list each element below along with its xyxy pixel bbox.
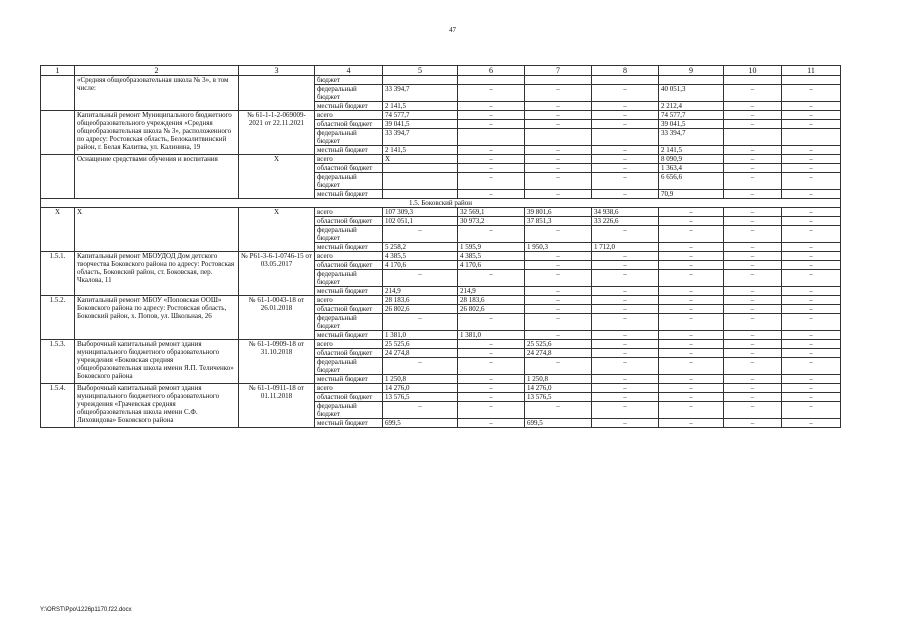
funding-source-cell: местный бюджет <box>315 102 383 111</box>
amount-cell: – <box>782 384 841 393</box>
amount-cell: – <box>592 393 659 402</box>
amount-cell: – <box>592 102 659 111</box>
amount-cell: – <box>458 419 525 428</box>
amount-cell: – <box>592 164 659 173</box>
amount-cell: Х <box>383 155 458 164</box>
amount-cell: 24 274,8 <box>383 349 458 358</box>
object-name-cell: Капитальный ремонт МБОУ «Поповская ООШ» Боковского района по адресу: Ростовская область, Боковский район, х. Попов, ул. Школьная, 26 <box>75 296 239 340</box>
object-name-cell: Капитальный ремонт МБОУДОД Дом детского творчества Боковского района по адресу: Ростовская область, Боковский район, ст. Боковская, пер. Чкалова, 11 <box>75 252 239 296</box>
amount-cell: – <box>659 402 724 419</box>
row-number-cell <box>41 76 75 111</box>
amount-cell: – <box>782 287 841 296</box>
amount-cell: – <box>782 243 841 252</box>
amount-cell: 33 394,7 <box>383 129 458 146</box>
amount-cell: – <box>782 314 841 331</box>
amount-cell: 74 577,7 <box>383 111 458 120</box>
amount-cell: – <box>724 393 782 402</box>
funding-source-cell: всего <box>315 296 383 305</box>
amount-cell: – <box>458 155 525 164</box>
amount-cell: – <box>592 305 659 314</box>
amount-cell <box>383 76 458 85</box>
col-header-7: 7 <box>525 66 592 76</box>
amount-cell: – <box>592 173 659 190</box>
amount-cell: – <box>724 155 782 164</box>
object-name-cell: Выборочный капитальный ремонт здания муниципального бюджетного образовательного учреждения «Грачевская средняя общеобразовательная школа имени С.Ф. Лиховидова» Боковского района <box>75 384 239 428</box>
amount-cell: – <box>659 270 724 287</box>
amount-cell: 1 363,4 <box>659 164 724 173</box>
amount-cell: – <box>592 384 659 393</box>
amount-cell: – <box>724 164 782 173</box>
amount-cell: – <box>782 120 841 129</box>
amount-cell: – <box>592 190 659 199</box>
amount-cell: – <box>525 164 592 173</box>
amount-cell: 2 212,4 <box>659 102 724 111</box>
amount-cell: – <box>458 402 525 419</box>
amount-cell: – <box>525 120 592 129</box>
amount-cell: – <box>592 340 659 349</box>
funding-source-cell: федеральный бюджет <box>315 85 383 102</box>
table-row <box>41 384 841 393</box>
amount-cell <box>659 76 724 85</box>
amount-cell: – <box>724 358 782 375</box>
amount-cell: – <box>782 358 841 375</box>
row-number-cell: Х <box>41 208 75 252</box>
document-number-cell <box>239 76 315 111</box>
amount-cell: – <box>592 358 659 375</box>
funding-source-cell: областной бюджет <box>315 261 383 270</box>
funding-source-cell: местный бюджет <box>315 146 383 155</box>
amount-cell: – <box>782 296 841 305</box>
amount-cell: 30 973,2 <box>458 217 525 226</box>
amount-cell: 4 385,5 <box>458 252 525 261</box>
amount-cell: 699,5 <box>383 419 458 428</box>
amount-cell: 39 041,5 <box>659 120 724 129</box>
amount-cell: – <box>525 331 592 340</box>
amount-cell: – <box>525 85 592 102</box>
amount-cell: – <box>458 85 525 102</box>
col-header-2: 2 <box>75 66 239 76</box>
amount-cell: – <box>592 85 659 102</box>
table-row <box>41 252 841 261</box>
amount-cell: – <box>782 252 841 261</box>
document-number-cell: № 61-1-0909-18 от 31.10.2018 <box>239 340 315 384</box>
amount-cell: 1 381,0 <box>383 331 458 340</box>
amount-cell: 6 656,6 <box>659 173 724 190</box>
funding-source-cell: областной бюджет <box>315 120 383 129</box>
amount-cell: – <box>724 243 782 252</box>
amount-cell: – <box>782 102 841 111</box>
col-header-1: 1 <box>41 66 75 76</box>
amount-cell: 74 577,7 <box>659 111 724 120</box>
amount-cell: – <box>659 287 724 296</box>
amount-cell: – <box>592 349 659 358</box>
amount-cell: – <box>782 85 841 102</box>
amount-cell: – <box>592 331 659 340</box>
amount-cell: – <box>458 393 525 402</box>
col-header-9: 9 <box>659 66 724 76</box>
amount-cell: – <box>659 261 724 270</box>
amount-cell: – <box>782 349 841 358</box>
object-name-cell: Выборочный капитальный ремонт здания муниципального бюджетного образовательного учреждения «Боковская средняя общеобразовательная школа имени Я.П. Теличенко» Боковского района <box>75 340 239 384</box>
amount-cell: – <box>525 287 592 296</box>
object-name-cell: Оснащение средствами обучения и воспитания <box>75 155 239 199</box>
amount-cell: 37 851,3 <box>525 217 592 226</box>
amount-cell: – <box>383 358 458 375</box>
table-row <box>41 76 841 85</box>
object-name-cell: «Средняя общеобразовательная школа № 3», в том числе: <box>75 76 239 111</box>
amount-cell: – <box>782 305 841 314</box>
amount-cell: – <box>383 314 458 331</box>
amount-cell: 33 394,7 <box>383 85 458 102</box>
col-header-4: 4 <box>315 66 383 76</box>
amount-cell: 26 802,6 <box>458 305 525 314</box>
funding-source-cell: федеральный бюджет <box>315 129 383 146</box>
file-path-footer: Y:\ORST\Ppo\1226p1170.f22.docx <box>40 607 132 613</box>
funding-source-cell: областной бюджет <box>315 217 383 226</box>
amount-cell: – <box>592 270 659 287</box>
funding-source-cell: федеральный бюджет <box>315 358 383 375</box>
amount-cell: 2 141,5 <box>383 102 458 111</box>
amount-cell <box>782 76 841 85</box>
amount-cell: – <box>659 217 724 226</box>
object-name-cell: Капитальный ремонт Муниципального бюджетного общеобразовательного учреждения «Средняя общеобразовательная школа № 3», расположенного по адресу: Ростовская область, Белокалитвинский район, г. Белая Калитва, ул. Калинина, 19 <box>75 111 239 155</box>
amount-cell: 5 258,2 <box>383 243 458 252</box>
amount-cell: – <box>659 305 724 314</box>
amount-cell: – <box>458 314 525 331</box>
amount-cell: – <box>782 331 841 340</box>
amount-cell: – <box>782 111 841 120</box>
amount-cell: – <box>592 314 659 331</box>
amount-cell: – <box>525 173 592 190</box>
amount-cell: – <box>659 243 724 252</box>
table-row <box>41 111 841 120</box>
amount-cell: – <box>724 120 782 129</box>
amount-cell: – <box>724 375 782 384</box>
amount-cell: 1 250,8 <box>525 375 592 384</box>
page-number: 47 <box>449 26 456 34</box>
amount-cell: – <box>525 296 592 305</box>
amount-cell: – <box>592 261 659 270</box>
amount-cell: – <box>724 252 782 261</box>
funding-source-cell: областной бюджет <box>315 349 383 358</box>
funding-source-cell: федеральный бюджет <box>315 314 383 331</box>
amount-cell: – <box>782 190 841 199</box>
col-header-6: 6 <box>458 66 525 76</box>
amount-cell: – <box>458 270 525 287</box>
amount-cell: 102 051,1 <box>383 217 458 226</box>
amount-cell: – <box>458 384 525 393</box>
amount-cell: – <box>525 146 592 155</box>
document-number-cell: Х <box>239 155 315 199</box>
amount-cell: – <box>525 358 592 375</box>
amount-cell: 33 394,7 <box>659 129 724 146</box>
funding-source-cell: всего <box>315 111 383 120</box>
col-header-3: 3 <box>239 66 315 76</box>
amount-cell: – <box>592 252 659 261</box>
row-number-cell: 1.5.4. <box>41 384 75 428</box>
funding-source-cell: всего <box>315 384 383 393</box>
amount-cell: – <box>458 190 525 199</box>
amount-cell <box>458 129 525 146</box>
amount-cell: – <box>724 190 782 199</box>
amount-cell: – <box>458 226 525 243</box>
amount-cell: – <box>592 287 659 296</box>
budget-table <box>40 65 841 428</box>
amount-cell: – <box>724 296 782 305</box>
amount-cell <box>525 129 592 146</box>
amount-cell: 2 141,5 <box>383 146 458 155</box>
funding-source-cell: местный бюджет <box>315 331 383 340</box>
amount-cell: – <box>592 375 659 384</box>
amount-cell: – <box>525 190 592 199</box>
amount-cell: – <box>724 419 782 428</box>
amount-cell: – <box>592 120 659 129</box>
funding-source-cell: федеральный бюджет <box>315 270 383 287</box>
funding-source-cell: областной бюджет <box>315 305 383 314</box>
funding-source-cell: всего <box>315 340 383 349</box>
amount-cell: 13 576,5 <box>525 393 592 402</box>
amount-cell: – <box>782 208 841 217</box>
amount-cell: – <box>659 358 724 375</box>
amount-cell: – <box>724 270 782 287</box>
amount-cell: 4 385,5 <box>383 252 458 261</box>
table-row <box>41 340 841 349</box>
header-row <box>41 66 841 76</box>
funding-source-cell: федеральный бюджет <box>315 226 383 243</box>
amount-cell: 1 381,0 <box>458 331 525 340</box>
funding-source-cell: местный бюджет <box>315 190 383 199</box>
amount-cell: – <box>458 111 525 120</box>
amount-cell <box>525 76 592 85</box>
funding-source-cell: местный бюджет <box>315 287 383 296</box>
amount-cell: – <box>458 349 525 358</box>
amount-cell: – <box>383 226 458 243</box>
amount-cell: – <box>592 146 659 155</box>
amount-cell: – <box>525 402 592 419</box>
funding-source-cell: всего <box>315 252 383 261</box>
amount-cell: – <box>782 164 841 173</box>
amount-cell: – <box>592 402 659 419</box>
table-row <box>41 155 841 164</box>
amount-cell: – <box>525 314 592 331</box>
amount-cell: – <box>724 305 782 314</box>
document-number-cell: № 61-1-1-2-069009-2021 от 22.11.2021 <box>239 111 315 155</box>
amount-cell: – <box>782 155 841 164</box>
amount-cell: 39 041,5 <box>383 120 458 129</box>
amount-cell: – <box>724 226 782 243</box>
amount-cell: – <box>458 120 525 129</box>
amount-cell: – <box>383 270 458 287</box>
amount-cell: – <box>592 226 659 243</box>
table-row <box>41 208 841 217</box>
funding-source-cell: федеральный бюджет <box>315 173 383 190</box>
amount-cell: 34 938,6 <box>592 208 659 217</box>
amount-cell <box>383 173 458 190</box>
amount-cell: – <box>659 296 724 305</box>
amount-cell: – <box>659 393 724 402</box>
amount-cell: – <box>592 296 659 305</box>
amount-cell: – <box>782 375 841 384</box>
region-row <box>41 199 841 208</box>
row-number-cell: 1.5.2. <box>41 296 75 340</box>
amount-cell: 699,5 <box>525 419 592 428</box>
amount-cell: – <box>659 331 724 340</box>
amount-cell <box>592 76 659 85</box>
amount-cell: – <box>724 111 782 120</box>
document-number-cell: № 61-1-0911-18 от 01.11.2018 <box>239 384 315 428</box>
amount-cell: 14 276,0 <box>525 384 592 393</box>
amount-cell: – <box>659 349 724 358</box>
amount-cell: 40 051,3 <box>659 85 724 102</box>
amount-cell: 28 183,6 <box>383 296 458 305</box>
col-header-5: 5 <box>383 66 458 76</box>
amount-cell: – <box>525 111 592 120</box>
amount-cell: – <box>782 402 841 419</box>
amount-cell: – <box>458 146 525 155</box>
amount-cell: 4 170,6 <box>383 261 458 270</box>
amount-cell: – <box>458 173 525 190</box>
amount-cell: 13 576,5 <box>383 393 458 402</box>
funding-source-cell: местный бюджет <box>315 243 383 252</box>
funding-source-cell: областной бюджет <box>315 164 383 173</box>
funding-source-cell: бюджет <box>315 76 383 85</box>
amount-cell: – <box>659 384 724 393</box>
amount-cell: – <box>525 305 592 314</box>
amount-cell: 28 183,6 <box>458 296 525 305</box>
amount-cell: 214,9 <box>458 287 525 296</box>
amount-cell: – <box>659 226 724 243</box>
amount-cell: 32 569,1 <box>458 208 525 217</box>
amount-cell: – <box>458 375 525 384</box>
amount-cell: – <box>659 252 724 261</box>
amount-cell: – <box>782 217 841 226</box>
amount-cell: – <box>525 252 592 261</box>
row-number-cell: 1.5.3. <box>41 340 75 384</box>
amount-cell: – <box>659 375 724 384</box>
amount-cell: 14 276,0 <box>383 384 458 393</box>
funding-source-cell: всего <box>315 155 383 164</box>
funding-source-cell: местный бюджет <box>315 419 383 428</box>
amount-cell: 1 712,0 <box>592 243 659 252</box>
amount-cell: – <box>592 111 659 120</box>
amount-cell: – <box>782 419 841 428</box>
amount-cell: – <box>724 85 782 102</box>
document-number-cell: № Р61-3-6-1-0746-15 от 03.05.2017 <box>239 252 315 296</box>
amount-cell <box>383 164 458 173</box>
amount-cell: – <box>782 173 841 190</box>
amount-cell: – <box>782 340 841 349</box>
amount-cell: – <box>724 208 782 217</box>
amount-cell: – <box>782 261 841 270</box>
amount-cell: – <box>525 226 592 243</box>
amount-cell: – <box>592 155 659 164</box>
amount-cell: – <box>724 261 782 270</box>
amount-cell: 39 801,6 <box>525 208 592 217</box>
amount-cell: – <box>659 314 724 331</box>
amount-cell: 25 525,6 <box>525 340 592 349</box>
amount-cell: 25 525,6 <box>383 340 458 349</box>
amount-cell: – <box>724 102 782 111</box>
amount-cell: 8 090,9 <box>659 155 724 164</box>
col-header-8: 8 <box>592 66 659 76</box>
amount-cell: 70,9 <box>659 190 724 199</box>
amount-cell: – <box>458 358 525 375</box>
document-number-cell: № 61-1-0043-18 от 26.01.2018 <box>239 296 315 340</box>
amount-cell: – <box>525 102 592 111</box>
region-title: 1.5. Боковский район <box>41 199 841 208</box>
amount-cell: – <box>525 261 592 270</box>
amount-cell: – <box>724 340 782 349</box>
amount-cell: – <box>659 208 724 217</box>
amount-cell: – <box>724 349 782 358</box>
row-number-cell <box>41 111 75 155</box>
funding-source-cell: федеральный бюджет <box>315 402 383 419</box>
amount-cell: 26 802,6 <box>383 305 458 314</box>
col-header-11: 11 <box>782 66 841 76</box>
amount-cell: – <box>724 384 782 393</box>
amount-cell: – <box>525 155 592 164</box>
amount-cell: – <box>458 164 525 173</box>
amount-cell: – <box>724 217 782 226</box>
amount-cell: – <box>659 419 724 428</box>
amount-cell: 33 226,6 <box>592 217 659 226</box>
funding-source-cell: всего <box>315 208 383 217</box>
amount-cell: – <box>458 340 525 349</box>
amount-cell: – <box>782 226 841 243</box>
amount-cell: – <box>458 102 525 111</box>
row-number-cell: 1.5.1. <box>41 252 75 296</box>
amount-cell: 214,9 <box>383 287 458 296</box>
amount-cell: 1 595,9 <box>458 243 525 252</box>
amount-cell: 24 274,8 <box>525 349 592 358</box>
amount-cell: – <box>659 340 724 349</box>
col-header-10: 10 <box>724 66 782 76</box>
amount-cell <box>592 129 659 146</box>
table-body <box>41 66 841 428</box>
funding-source-cell: местный бюджет <box>315 375 383 384</box>
amount-cell: – <box>592 419 659 428</box>
amount-cell: – <box>724 402 782 419</box>
object-name-cell: Х <box>75 208 239 252</box>
amount-cell: – <box>724 173 782 190</box>
amount-cell: 107 309,3 <box>383 208 458 217</box>
amount-cell: – <box>724 287 782 296</box>
amount-cell <box>383 190 458 199</box>
amount-cell <box>724 76 782 85</box>
amount-cell: – <box>724 314 782 331</box>
amount-cell: 1 950,3 <box>525 243 592 252</box>
funding-source-cell: областной бюджет <box>315 393 383 402</box>
amount-cell <box>458 76 525 85</box>
amount-cell <box>782 129 841 146</box>
amount-cell: – <box>383 402 458 419</box>
amount-cell: 1 250,8 <box>383 375 458 384</box>
row-number-cell <box>41 155 75 199</box>
amount-cell: 2 141,5 <box>659 146 724 155</box>
amount-cell <box>724 129 782 146</box>
table-row <box>41 296 841 305</box>
amount-cell: 4 170,6 <box>458 261 525 270</box>
amount-cell: – <box>782 393 841 402</box>
amount-cell: – <box>782 146 841 155</box>
amount-cell: – <box>782 270 841 287</box>
amount-cell: – <box>724 146 782 155</box>
document-number-cell: Х <box>239 208 315 252</box>
amount-cell: – <box>724 331 782 340</box>
amount-cell: – <box>525 270 592 287</box>
